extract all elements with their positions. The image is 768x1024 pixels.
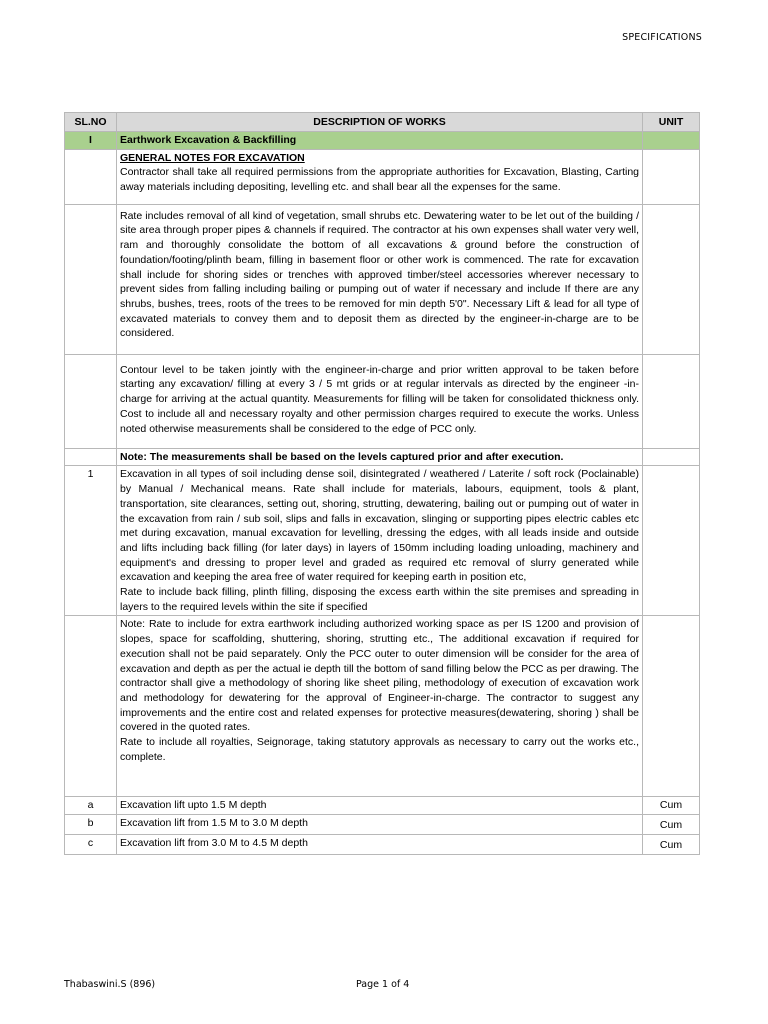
sub-item-slno: c: [65, 835, 117, 855]
slno-cell: [65, 448, 117, 466]
slno-cell: [65, 149, 117, 204]
slno-cell: [65, 616, 117, 797]
table-header-row: [65, 113, 700, 132]
page-header-label: SPECIFICATIONS: [622, 32, 702, 43]
measurement-note: Note: The measurements shall be based on the levels captured prior and after execution.: [117, 448, 643, 466]
table-row: [65, 466, 700, 616]
slno-cell: [65, 354, 117, 448]
table-row: [65, 149, 700, 204]
sub-item-row: [65, 797, 700, 815]
item-description: [117, 466, 643, 616]
sub-item-slno: b: [65, 815, 117, 835]
item-note-description: [117, 616, 643, 797]
table-row: [65, 616, 700, 797]
description-cell: [117, 204, 643, 354]
item-note-paragraph: Note: Rate to include for extra earthwork including authorized working space as per IS 1200 and provision of slopes, space for scaffolding, shuttering, shoring, strutting etc., The additional excavation if required for execution shall not be paid separately. Only the PCC outer to outer dimension will be consider for the area of excavation and depth as per the actual ie depth till the bottom of sand filling below the PCC as per drawing. The contractor shall give a methodology of shoring like sheet piling, methodology of execution of excavation work and methodology for dewatering for the approval of Engineer-in-charge. The contractor to suggest any improvements and the entire cost and related expenses for protective measures(dewatering, shoring ) shall be covered in the quoted rates.: [120, 618, 639, 734]
sub-item-row: [65, 835, 700, 855]
column-header-unit: UNIT: [643, 113, 700, 132]
slno-cell: [65, 204, 117, 354]
unit-cell: [643, 448, 700, 466]
item-note-paragraph: Rate to include all royalties, Seignorage, taking statutory approvals as necessary to carry out the works etc., complete.: [120, 736, 639, 763]
unit-cell: [643, 354, 700, 448]
sub-item-slno: a: [65, 797, 117, 815]
sub-item-description: Excavation lift from 3.0 M to 4.5 M depth: [117, 835, 643, 855]
note-text: Rate includes removal of all kind of vegetation, small shrubs etc. Dewatering water to be let out of the building / site area through proper pipes & channels if required. The contractor at his own expenses shall water very well, ram and thoroughly consolidate the bottom of all excavations & ground before the construction of foundation/footing/plinth beam, filling in basement floor or other work is commenced. The rate for excavation shall include for shoring sides or trenches with approved timber/steel accessories wherever necessary to prevent sides from falling including bailing or pumping out of water if necessary and include If there are any shrubs, bushes, trees, roots of the trees to be removed for min depth 5'0". Necessary Lift & lead for all type of excavated materials to convey them and to deposit them as directed by the engineer-in-charge are to be considered.: [120, 209, 639, 340]
section-unit-cell: [643, 132, 700, 150]
sub-item-unit: Cum: [643, 815, 700, 835]
description-cell: [117, 354, 643, 448]
note-text: Contour level to be taken jointly with the engineer-in-charge and prior written approval to be taken before starting any excavation/ filling at every 3 / 5 mt grids or at regular intervals as directed by the engineer -in-charge for arriving at the actual quantity. Measurements for filling will be taken for consolidated thickness only. Cost to include all and necessary royalty and other permission charges required to execute the works. Unless noted otherwise measurements shall be considered to the edge of PCC only.: [120, 363, 639, 435]
table-row: [65, 354, 700, 448]
footer-page-number: Page 1 of 4: [356, 979, 410, 990]
unit-cell: [643, 204, 700, 354]
sub-item-row: [65, 815, 700, 835]
section-title: Earthwork Excavation & Backfilling: [117, 132, 643, 150]
unit-cell: [643, 466, 700, 616]
description-cell: [117, 149, 643, 204]
sub-item-description: Excavation lift from 1.5 M to 3.0 M depth: [117, 815, 643, 835]
table-row: [65, 204, 700, 354]
sub-item-description: Excavation lift upto 1.5 M depth: [117, 797, 643, 815]
sub-item-unit: Cum: [643, 835, 700, 855]
sub-item-unit: Cum: [643, 797, 700, 815]
section-row: [65, 132, 700, 150]
item-paragraph: Rate to include back filling, plinth filling, disposing the excess earth within the site premises and spreading in layers to the required levels within the site if specified: [120, 586, 639, 613]
item-slno: 1: [65, 466, 117, 616]
item-paragraph: Excavation in all types of soil including dense soil, disintegrated / weathered / Laterite / soft rock (Poclainable) by Manual / Mechanical means. Rate shall include for materials, labours, equipment, tools & plant, transportation, site clearances, setting out, shoring, strutting, dewatering, bailing out or pumping out of water in the excavation from rain / sub soil, slips and falls in excavation, slinging or supporting pipes electric cables etc met during excavation, manual excavation for levelling, dressing the edges, with all leads inside and outside and lifts including back filling (for later days) in layers of 150mm including loading unloading, machinery and equipment's and dressing to proper level and graded as required etc removal of slurry generated while excavation and keeping the area free of water required for keeping earth in position etc,: [120, 468, 639, 584]
unit-cell: [643, 149, 700, 204]
table-row: [65, 448, 700, 466]
column-header-description: DESCRIPTION OF WORKS: [117, 113, 643, 132]
specification-table: [64, 112, 700, 855]
footer-author: Thabaswini.S (896): [64, 979, 156, 990]
column-header-slno: SL.NO: [65, 113, 117, 132]
note-text: Contractor shall take all required permissions from the appropriate authorities for Excavation, Blasting, Carting away materials including depositing, levelling etc. and shall bear all the expenses for the same.: [120, 166, 639, 194]
section-slno: I: [65, 132, 117, 150]
general-notes-heading: GENERAL NOTES FOR EXCAVATION: [120, 151, 305, 164]
unit-cell: [643, 616, 700, 797]
